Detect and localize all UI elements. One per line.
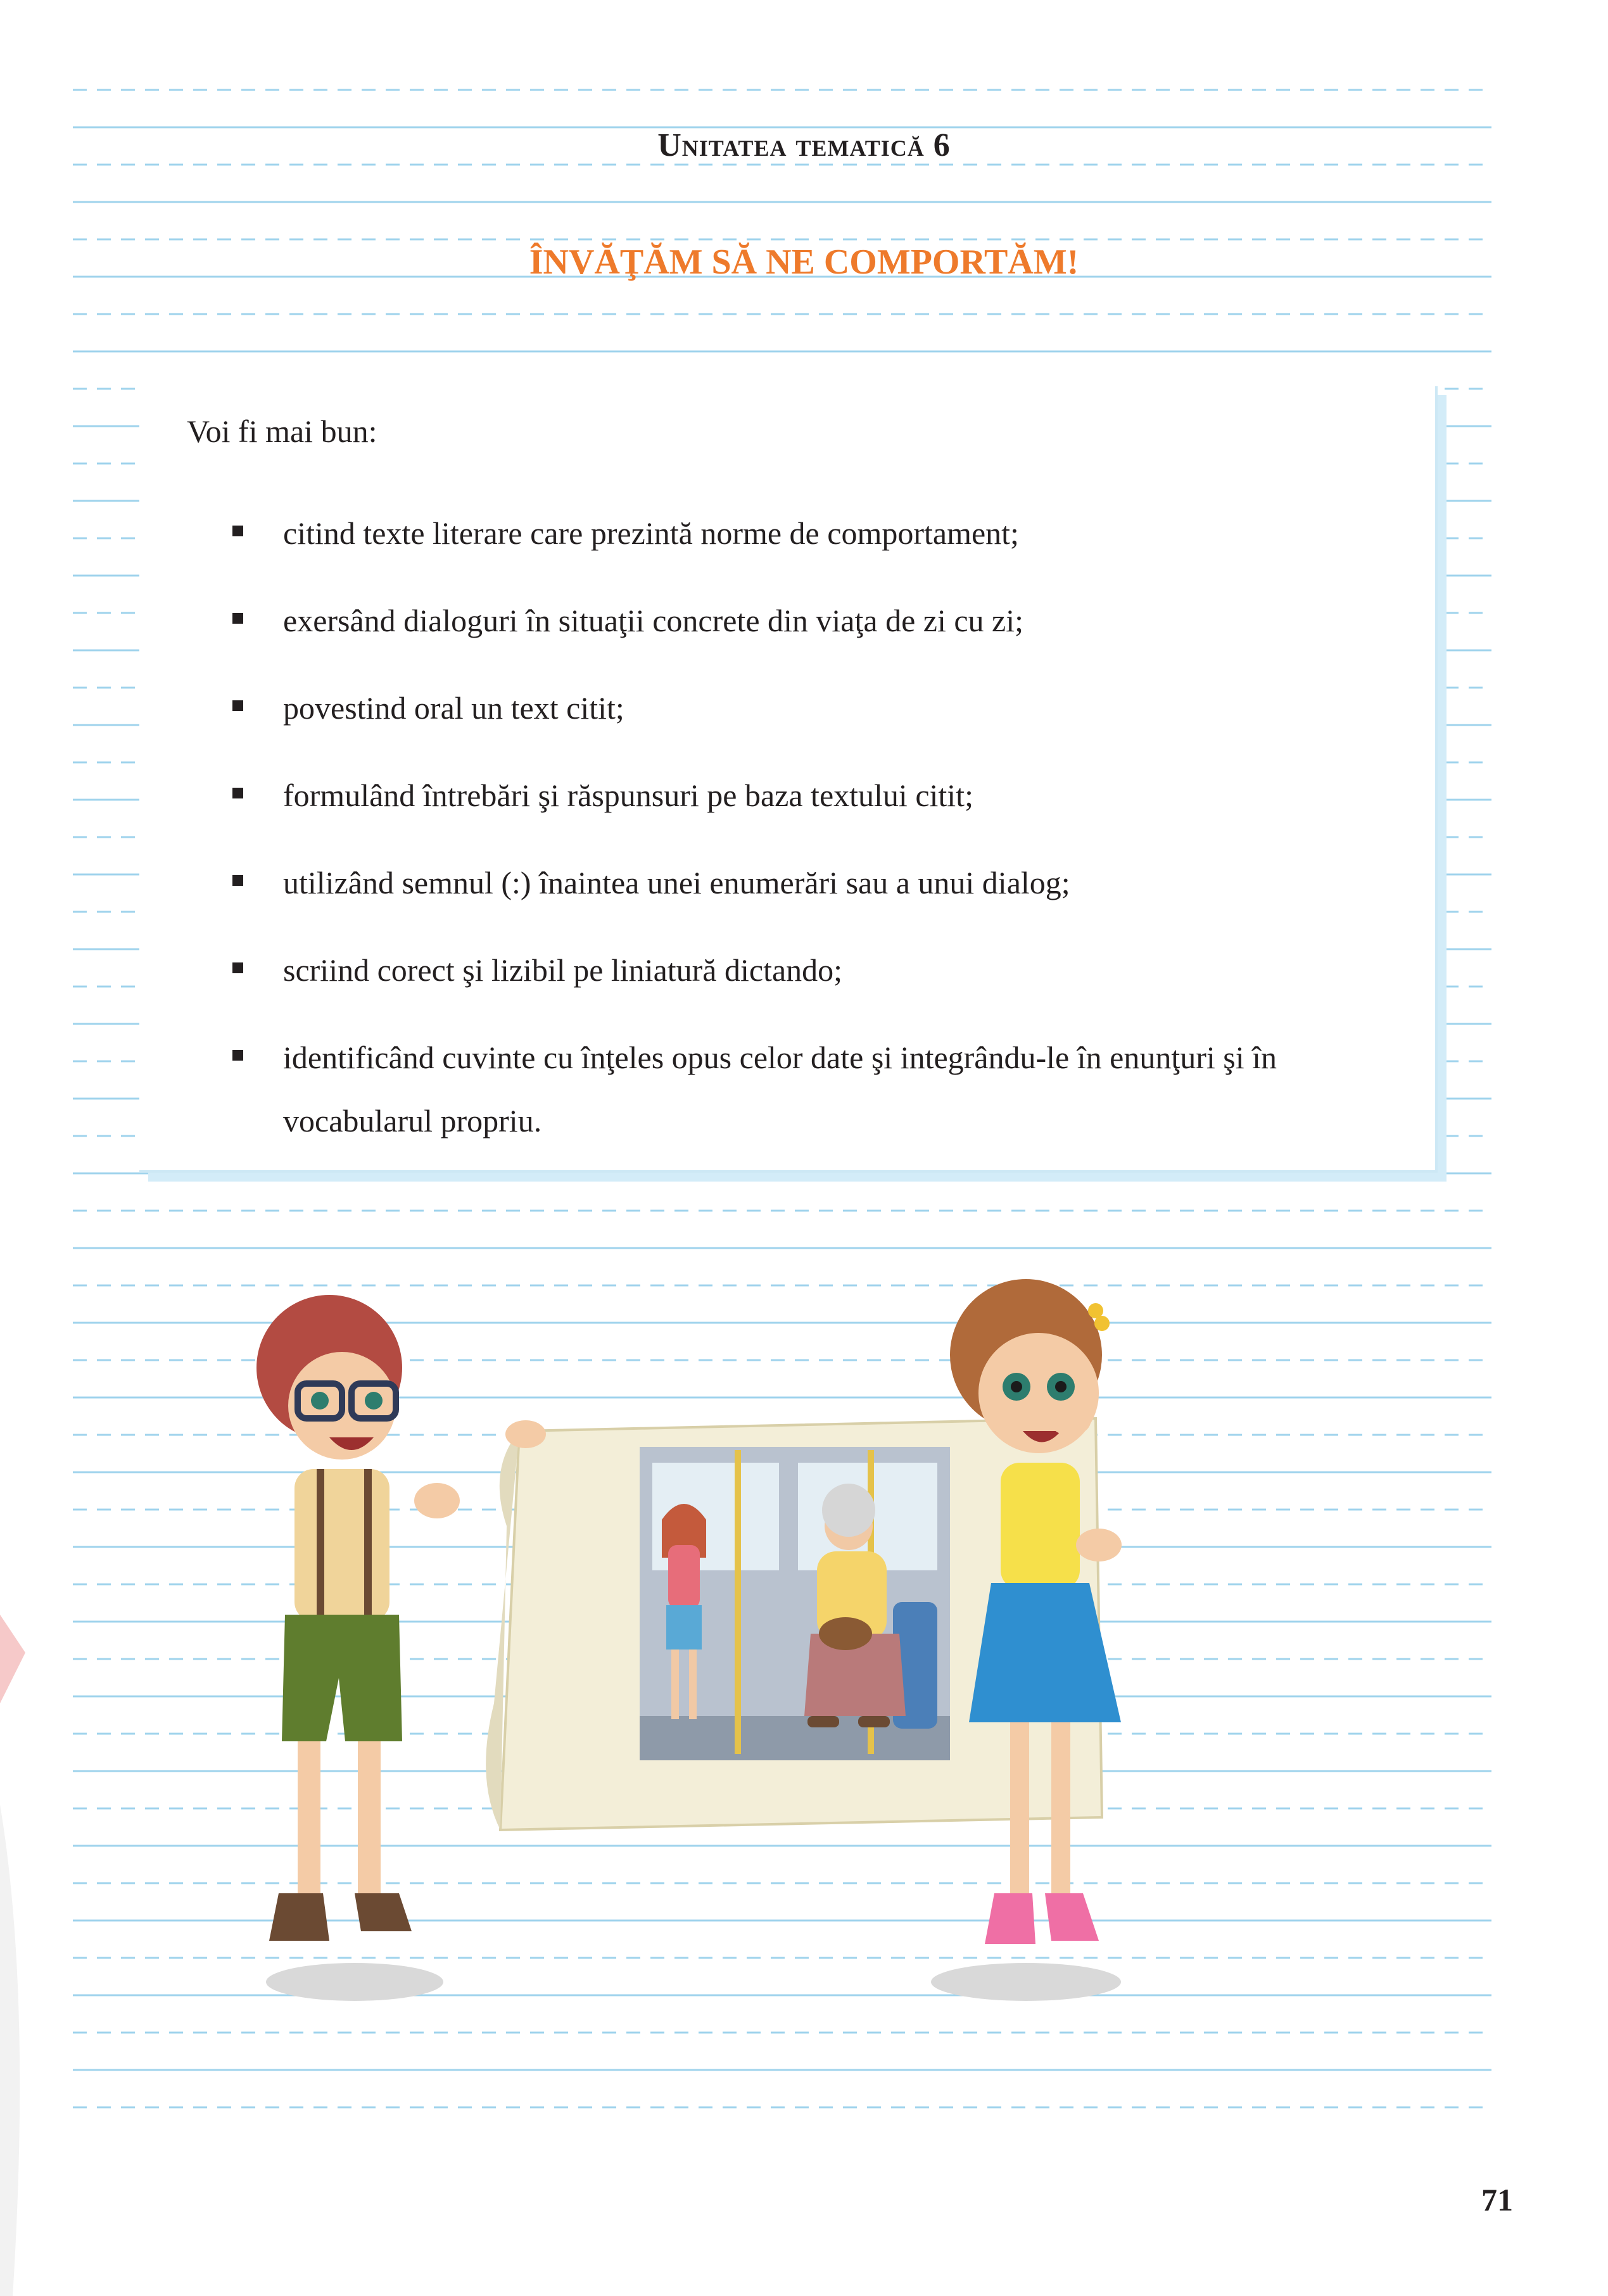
page-number: 71 (1481, 2182, 1513, 2217)
objectives-box (139, 386, 1438, 1173)
bullet-icon (232, 700, 243, 711)
bullet-icon (232, 526, 243, 536)
list-item: scriind corect şi lizibil pe liniatură dictando; (283, 938, 1360, 1002)
list-item: formulând întrebări şi răspunsuri pe baza textului citit; (283, 764, 1360, 827)
page-title: ÎNVĂŢĂM SĂ NE COMPORTĂM! (529, 243, 1079, 282)
list-item: exersând dialoguri în situaţii concrete din viaţa de zi cu zi; (283, 589, 1360, 652)
list-item: utilizând semnul (:) înaintea unei enumerări sau a unui dialog; (283, 851, 1360, 914)
bullet-icon (232, 613, 243, 624)
objectives-intro: Voi fi mai bun: (187, 413, 377, 449)
list-item: povestind oral un text citit; (283, 676, 1360, 740)
children-holding-poster-icon (209, 1260, 1286, 2020)
bullet-icon (232, 962, 243, 973)
bullet-icon (232, 1050, 243, 1061)
unit-label: Unitatea tematică 6 (657, 127, 951, 163)
bullet-icon (232, 875, 243, 886)
bullet-icon (232, 788, 243, 798)
list-item: citind texte literare care prezintă norme de comportament; (283, 501, 1360, 565)
page-edge-decoration (0, 1615, 38, 2296)
list-item: identificând cuvinte cu înţeles opus celor date şi integrându-le în enunţuri şi în vocabularul propriu. (283, 1026, 1360, 1152)
